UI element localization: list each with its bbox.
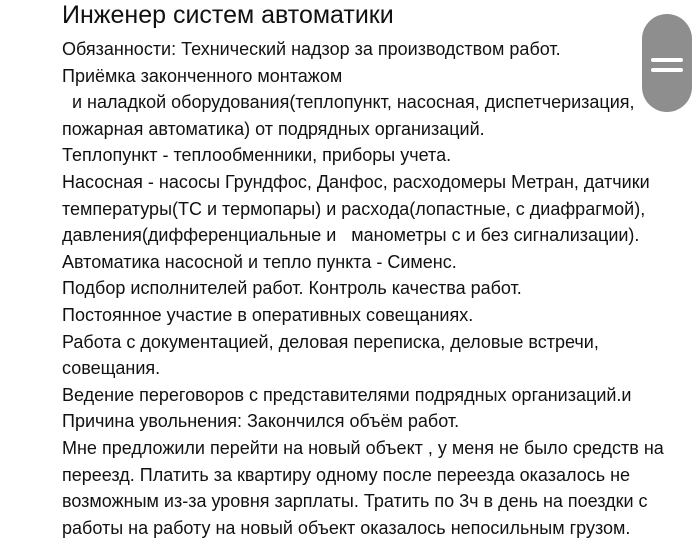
- text-line: Обязанности: Технический надзор за производством работ.: [62, 39, 561, 59]
- text-line: пожарная автоматика) от подрядных организаций.: [62, 118, 485, 139]
- text-line: Ведение переговоров с представителями подрядных организаций.и: [62, 384, 632, 405]
- text-line: Постоянное участие в оперативных совещаниях.: [62, 304, 474, 325]
- description-body: [62, 36, 692, 541]
- text-line: Теплопункт - теплообменники, приборы учета.: [62, 145, 452, 166]
- text-line: Работа с документацией, деловая переписка, деловые встречи,: [62, 331, 599, 352]
- text-line: возможным из-за уровня зарплаты. Тратить по 3ч в день на поездки с: [62, 491, 648, 512]
- text-line: Причина увольнения: Закончился объём работ.: [62, 411, 460, 432]
- hamburger-menu-icon: [651, 68, 683, 72]
- menu-button[interactable]: [642, 14, 692, 112]
- text-line: работы на работу на новый объект оказалось непосильным грузом.: [62, 517, 631, 538]
- text-line: переезд. Платить за квартиру одному после переезда оказалось не: [62, 464, 631, 485]
- page-title: Инженер систем автоматики: [62, 1, 394, 29]
- text-line: Подбор исполнителей работ. Контроль качества работ.: [62, 278, 522, 299]
- text-line: температуры(ТС и термопары) и расхода(лопастные, с диафрагмой),: [62, 198, 646, 219]
- text-line: и наладкой оборудования(теплопункт, насосная, диспетчеризация,: [62, 92, 635, 113]
- hamburger-menu-icon: [651, 58, 683, 62]
- text-line: Автоматика насосной и тепло пункта - Сименс.: [62, 251, 457, 272]
- text-line: давления(дифференциальные и манометры с и без сигнализации).: [62, 225, 640, 246]
- text-line: Мне предложили перейти на новый объект , у меня не было средств на: [62, 437, 664, 458]
- text-line: Приёмка законченного монтажом: [62, 65, 343, 86]
- job-description: [62, 0, 692, 541]
- text-line: Насосная - насосы Грундфос, Данфос, расходомеры Метран, датчики: [62, 171, 650, 192]
- text-line: совещания.: [62, 358, 161, 379]
